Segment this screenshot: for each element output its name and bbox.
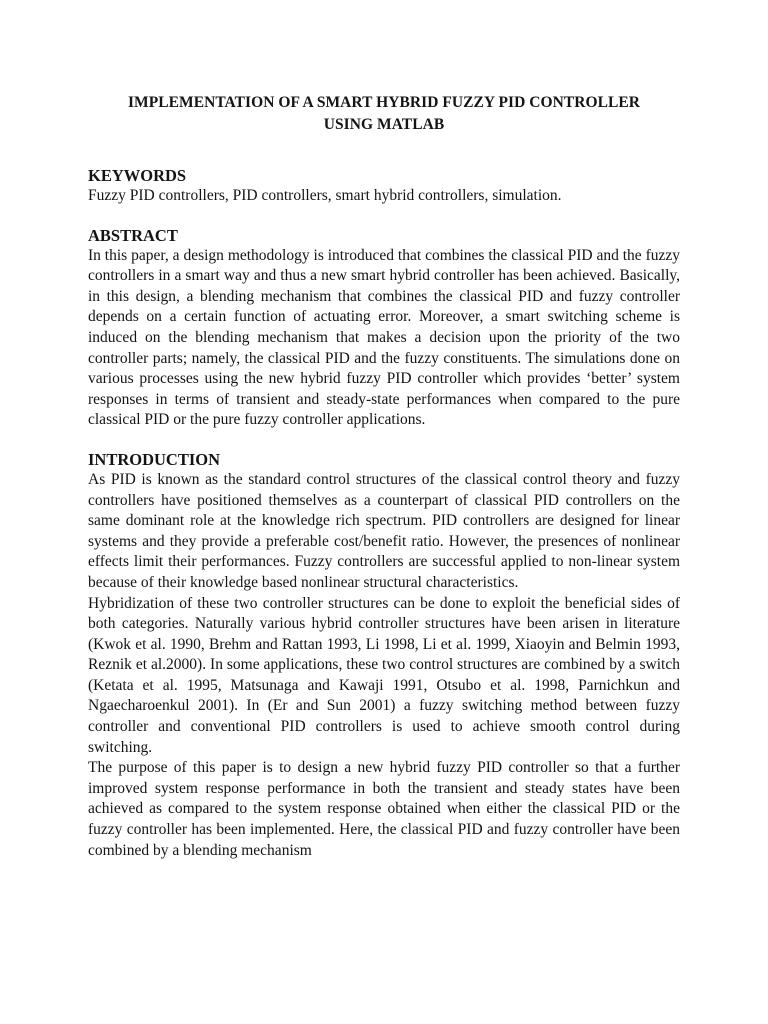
paper-title: IMPLEMENTATION OF A SMART HYBRID FUZZY PID CONTROLLER USING MATLAB — [127, 94, 641, 133]
introduction-paragraph-3: The purpose of this paper is to design a new hybrid fuzzy PID controller so that a further improved system response performance in both the transient and steady states have been achieved as compared to the system response obtained when either the classical PID or the fuzzy controller has been implemented. Here, the classical PID and fuzzy controller have been combined by a blending mechanism — [88, 759, 680, 859]
keywords-section — [88, 166, 680, 207]
abstract-heading: ABSTRACT — [88, 225, 178, 245]
introduction-section — [88, 450, 680, 861]
introduction-paragraph-2: Hybridization of these two controller structures can be done to exploit the beneficial sides of both categories. Naturally various hybrid controller structures have been arisen in literature (Kwok et al. 1990, Brehm and Rattan 1993, Li 1998, Li et al. 1999, Xiaoyin and Belmin 1993, Reznik et al.2000). In some applications, these two control structures are combined by a switch (Ketata et al. 1995, Matsunaga and Kawaji 1991, Otsubo et al. 1998, Parnichkun and Ngaecharoenkul 2001). In (Er and Sun 2001) a fuzzy switching method between fuzzy controller and conventional PID controllers is used to achieve smooth control during switching. — [88, 594, 680, 756]
paper-body — [88, 92, 680, 861]
keywords-heading: KEYWORDS — [88, 166, 187, 185]
abstract-text: In this paper, a design methodology is introduced that combines the classical PID and the fuzzy controllers in a smart way and thus a new smart hybrid controller has been achieved. Basically, in this design, a blending mechanism that combines the classical PID and fuzzy controller depends on a certain function of actuating error. Moreover, a smart switching scheme is induced on the blending mechanism that makes a decision upon the priority of the two controller parts; namely, the classical PID and the fuzzy constituents. The simulations done on various processes using the new hybrid fuzzy PID controller which provides ‘better’ system responses in terms of transient and steady-state performances when compared to the pure classical PID or the pure fuzzy controller applications. — [88, 246, 680, 429]
introduction-heading: INTRODUCTION — [88, 449, 221, 469]
introduction-paragraph-1: As PID is known as the standard control structures of the classical control theory and fuzzy controllers have positioned themselves as a counterpart of classical PID controllers on the same dominant role at the knowledge rich spectrum. PID controllers are designed for linear systems and they provide a preferable cost/benefit ratio. However, the presences of nonlinear effects limit their performances. Fuzzy controllers are successful applied to non-linear system because of their knowledge based nonlinear structural characteristics. — [88, 470, 680, 591]
abstract-section — [88, 226, 680, 431]
keywords-text: Fuzzy PID controllers, PID controllers, smart hybrid controllers, simulation. — [88, 187, 562, 204]
